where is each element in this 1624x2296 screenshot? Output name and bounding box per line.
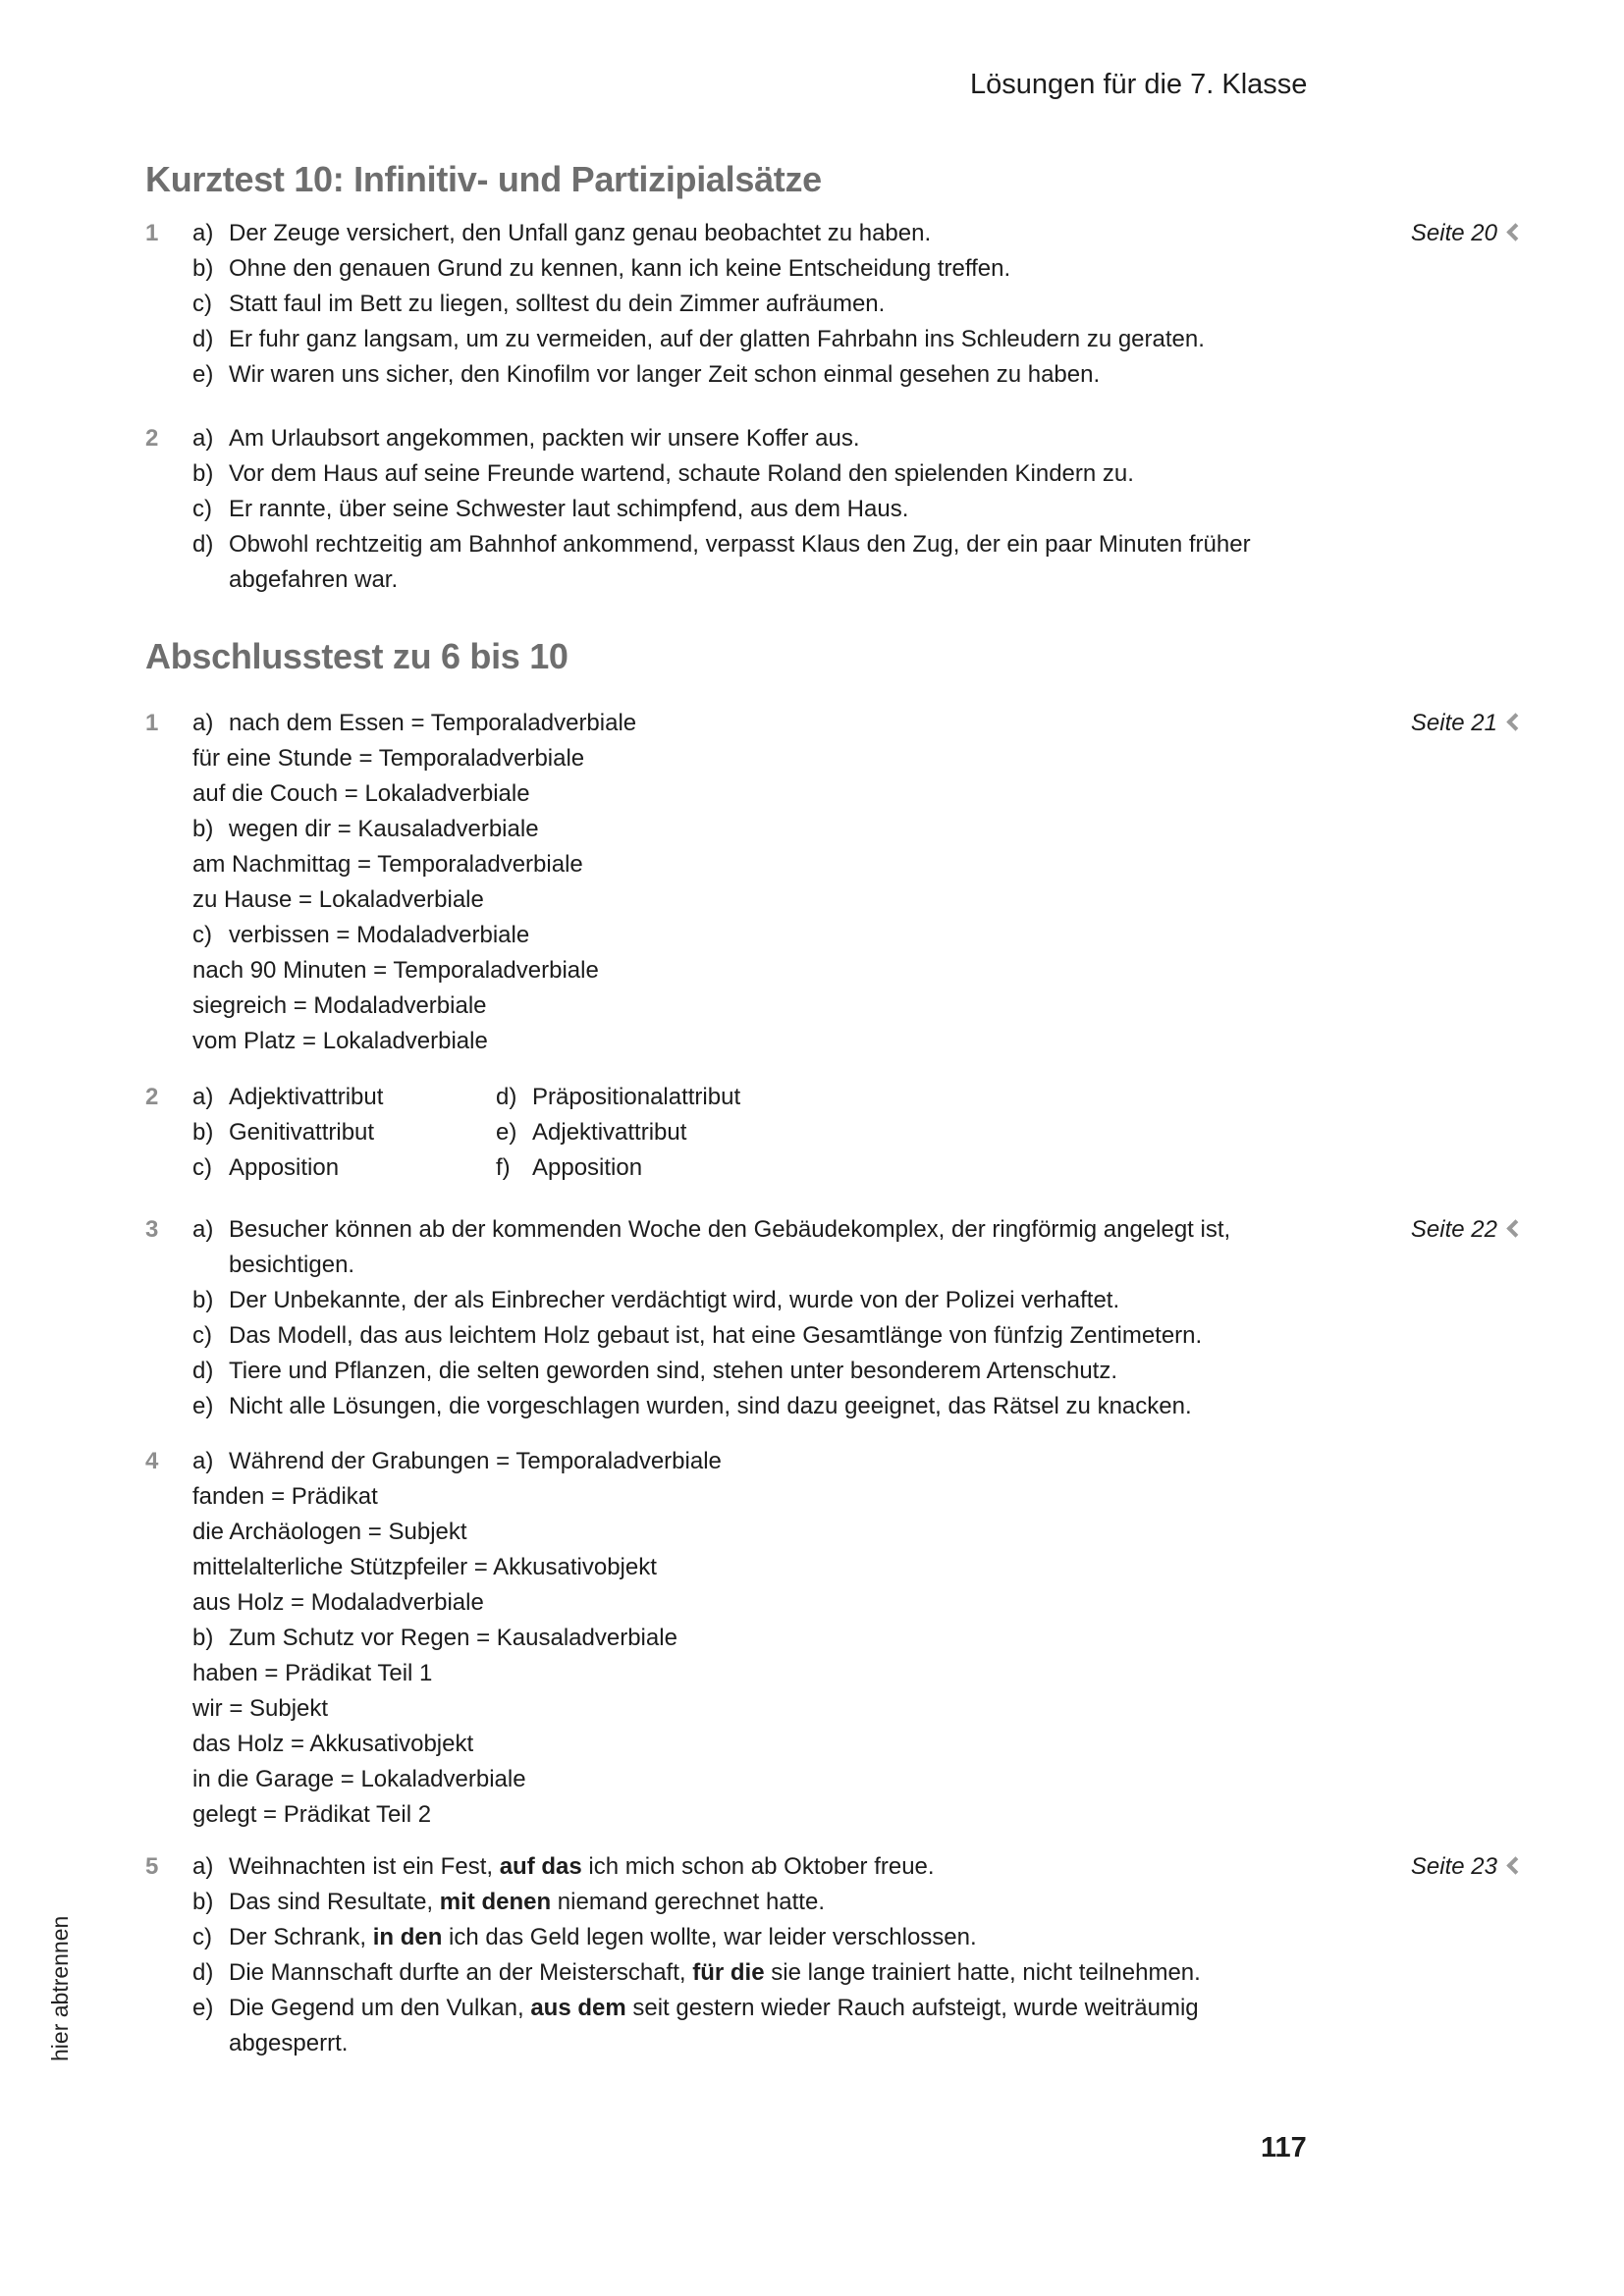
item-label: a) — [192, 220, 214, 246]
item-number — [145, 812, 192, 847]
answer-text — [532, 1150, 642, 1186]
answer-text — [229, 1885, 825, 1920]
answer-text — [192, 776, 530, 812]
answer-row — [145, 847, 1624, 882]
answer-row — [145, 1991, 1624, 2026]
text-run: für eine Stunde = Temporaladverbiale — [192, 745, 585, 772]
answer-row — [145, 1849, 1624, 1885]
answer-row — [145, 2026, 1624, 2061]
text-run: Adjektivattribut — [229, 1084, 384, 1110]
answer-text — [229, 706, 636, 741]
item-number — [145, 1389, 192, 1424]
item-number — [145, 1991, 192, 2026]
item-number — [145, 1115, 192, 1150]
item-number — [145, 1318, 192, 1354]
item-number — [145, 1621, 192, 1656]
text-run: in die Garage = Lokaladverbiale — [192, 1766, 526, 1792]
left-chevron-icon — [1506, 1856, 1524, 1874]
item-number — [145, 251, 192, 287]
answer-block — [145, 421, 1624, 598]
answer-text — [229, 1444, 722, 1479]
text-run: Apposition — [532, 1154, 643, 1181]
answer-row — [145, 1283, 1624, 1318]
page-reference — [1411, 216, 1522, 251]
answer-row — [145, 1727, 1624, 1762]
left-chevron-icon — [1506, 223, 1524, 240]
item-number: 2 — [145, 425, 159, 452]
answer-row — [145, 1550, 1624, 1585]
answer-row — [145, 1479, 1624, 1515]
item-number: 5 — [145, 1853, 159, 1880]
answer-text — [229, 421, 860, 456]
answer-row — [145, 421, 1624, 456]
answer-row — [145, 1920, 1624, 1955]
answer-text — [229, 1212, 1230, 1248]
bold-text: aus dem — [530, 1995, 626, 2021]
text-run: nach dem Essen = Temporaladverbiale — [229, 710, 637, 736]
item-label: b) — [192, 816, 214, 842]
answer-row — [145, 456, 1624, 492]
text-run: Er rannte, über seine Schwester laut schimpfend, aus dem Haus. — [229, 496, 909, 522]
text-run: Weihnachten ist ein Fest, — [229, 1853, 500, 1880]
text-run: Der Schrank, — [229, 1924, 373, 1950]
item-number — [145, 357, 192, 393]
text-run: Das sind Resultate, — [229, 1889, 440, 1915]
section-heading: Abschlusstest zu 6 bis 10 — [145, 636, 568, 676]
item-number — [145, 1727, 192, 1762]
text-run: haben = Prädikat Teil 1 — [192, 1660, 433, 1686]
answer-row — [145, 1318, 1624, 1354]
item-number — [145, 1354, 192, 1389]
answer-row — [145, 1762, 1624, 1797]
page-reference-text: Seite 20 — [1410, 220, 1497, 246]
item-number: 1 — [145, 710, 159, 736]
bold-text: mit denen — [439, 1889, 552, 1915]
item-label: d) — [192, 1959, 214, 1986]
item-number — [145, 1024, 192, 1059]
item-label: a) — [192, 1216, 214, 1243]
answer-text — [229, 1621, 677, 1656]
answer-text — [229, 918, 529, 953]
text-run: Während der Grabungen = Temporaladverbiale — [229, 1448, 722, 1474]
answer-row — [145, 812, 1624, 847]
left-chevron-icon — [1506, 1219, 1524, 1237]
item-label: b) — [192, 1287, 214, 1313]
text-run: Apposition — [229, 1154, 340, 1181]
item-label: e) — [496, 1119, 517, 1146]
answer-row — [145, 1585, 1624, 1621]
answer-row — [145, 1115, 1624, 1150]
item-label — [192, 562, 229, 598]
item-number — [145, 322, 192, 357]
text-run: besichtigen. — [229, 1252, 355, 1278]
item-number: 2 — [145, 1084, 159, 1110]
answer-text — [229, 322, 1205, 357]
text-run: gelegt = Prädikat Teil 2 — [192, 1801, 432, 1828]
section-heading: Kurztest 10: Infinitiv- und Partizipialsätze — [145, 159, 822, 199]
page-reference — [1411, 706, 1522, 741]
answer-row — [145, 251, 1624, 287]
answer-text — [229, 1248, 354, 1283]
answer-row — [145, 357, 1624, 393]
text-run: Die Mannschaft durfte an der Meisterschaft, — [229, 1959, 693, 1986]
page-number: 117 — [1261, 2132, 1307, 2163]
text-run: auf die Couch = Lokaladverbiale — [192, 780, 530, 807]
text-run: das Holz = Akkusativobjekt — [192, 1731, 474, 1757]
item-label: d) — [192, 531, 214, 558]
answer-text — [229, 492, 908, 527]
answer-row — [145, 918, 1624, 953]
answer-text — [192, 1797, 431, 1833]
item-number — [145, 953, 192, 988]
item-label: a) — [192, 710, 214, 736]
text-run: Wir waren uns sicher, den Kinofilm vor langer Zeit schon einmal gesehen zu haben. — [229, 361, 1101, 388]
text-run: abgesperrt. — [229, 2030, 349, 2056]
item-number — [145, 1762, 192, 1797]
answer-row — [145, 1150, 1624, 1186]
item-number — [145, 1691, 192, 1727]
text-run: siegreich = Modaladverbiale — [192, 992, 487, 1019]
text-run: Ohne den genauen Grund zu kennen, kann ich keine Entscheidung treffen. — [229, 255, 1011, 282]
answer-text — [229, 1849, 935, 1885]
answer-row — [145, 527, 1624, 562]
text-run: vom Platz = Lokaladverbiale — [192, 1028, 488, 1054]
text-run: Er fuhr ganz langsam, um zu vermeiden, auf der glatten Fahrbahn ins Schleudern zu geraten. — [229, 326, 1205, 352]
item-number: 3 — [145, 1216, 159, 1243]
answer-row — [145, 1248, 1624, 1283]
answer-row — [145, 216, 1624, 251]
item-number — [145, 287, 192, 322]
answer-text — [229, 287, 885, 322]
text-run: wegen dir = Kausaladverbiale — [229, 816, 539, 842]
answer-text — [192, 1024, 488, 1059]
answer-text — [229, 456, 1134, 492]
text-run: die Archäologen = Subjekt — [192, 1519, 467, 1545]
answer-text — [229, 562, 398, 598]
answer-text — [229, 527, 1251, 562]
answer-row — [145, 953, 1624, 988]
answer-row — [145, 1389, 1624, 1424]
text-run: zu Hause = Lokaladverbiale — [192, 886, 484, 913]
item-number — [145, 1479, 192, 1515]
answer-row — [145, 1656, 1624, 1691]
text-run: Die Gegend um den Vulkan, — [229, 1995, 531, 2021]
answer-text — [192, 882, 484, 918]
answer-row — [145, 1797, 1624, 1833]
answer-text — [192, 1691, 328, 1727]
bold-text: für die — [692, 1959, 765, 1986]
answer-text — [229, 1354, 1117, 1389]
page-reference — [1411, 1212, 1522, 1248]
text-run: Nicht alle Lösungen, die vorgeschlagen wurden, sind dazu geeignet, das Rätsel zu knacken. — [229, 1393, 1192, 1419]
text-run: Der Zeuge versichert, den Unfall ganz genau beobachtet zu haben. — [229, 220, 932, 246]
item-number — [145, 492, 192, 527]
item-label: e) — [192, 361, 214, 388]
item-number — [145, 1885, 192, 1920]
text-run: niemand gerechnet hatte. — [551, 1889, 825, 1915]
item-label: a) — [192, 1084, 214, 1110]
item-label — [192, 2026, 229, 2061]
item-number — [145, 1515, 192, 1550]
answer-text — [192, 988, 487, 1024]
item-label: c) — [192, 496, 212, 522]
text-run: Tiere und Pflanzen, die selten geworden sind, stehen unter besonderem Artenschutz. — [229, 1358, 1118, 1384]
item-number — [145, 882, 192, 918]
answer-text — [192, 1585, 484, 1621]
text-run: nach 90 Minuten = Temporaladverbiale — [192, 957, 599, 984]
answer-text — [192, 953, 599, 988]
answer-text — [192, 741, 584, 776]
text-run: Vor dem Haus auf seine Freunde wartend, schaute Roland den spielenden Kindern zu. — [229, 460, 1134, 487]
page-reference-text: Seite 21 — [1410, 710, 1497, 736]
text-run: Besucher können ab der kommenden Woche den Gebäudekomplex, der ringförmig angelegt ist, — [229, 1216, 1231, 1243]
bold-text: in den — [372, 1924, 443, 1950]
answer-text — [229, 1318, 1202, 1354]
page-reference — [1411, 1849, 1522, 1885]
text-run: Genitivattribut — [229, 1119, 375, 1146]
item-number — [145, 1797, 192, 1833]
text-run: Adjektivattribut — [532, 1119, 687, 1146]
item-number — [145, 1550, 192, 1585]
answer-row — [145, 287, 1624, 322]
item-label: e) — [192, 1995, 214, 2021]
text-run: verbissen = Modaladverbiale — [229, 922, 530, 948]
answer-block — [145, 706, 1624, 1059]
answer-text — [229, 1955, 1201, 1991]
answer-row — [145, 1885, 1624, 1920]
text-run: ich das Geld legen wollte, war leider verschlossen. — [442, 1924, 977, 1950]
item-label: f) — [496, 1154, 511, 1181]
text-run: Der Unbekannte, der als Einbrecher verdächtigt wird, wurde von der Polizei verhaftet. — [229, 1287, 1120, 1313]
item-label: d) — [192, 1358, 214, 1384]
item-label: a) — [192, 1853, 214, 1880]
text-run: Zum Schutz vor Regen = Kausaladverbiale — [229, 1625, 677, 1651]
text-run: am Nachmittag = Temporaladverbiale — [192, 851, 583, 878]
item-number — [145, 1150, 192, 1186]
answer-text — [192, 1656, 432, 1691]
running-header: Lösungen für die 7. Klasse — [970, 69, 1308, 100]
item-label: b) — [192, 1625, 214, 1651]
answer-row — [145, 1024, 1624, 1059]
answer-text — [229, 357, 1100, 393]
text-run: Am Urlaubsort angekommen, packten wir unsere Koffer aus. — [229, 425, 860, 452]
answer-row — [145, 1621, 1624, 1656]
item-label: c) — [192, 291, 212, 317]
item-label: d) — [496, 1084, 517, 1110]
text-run: seit gestern wieder Rauch aufsteigt, wurde weiträumig — [625, 1995, 1199, 2021]
item-label: b) — [192, 460, 214, 487]
answer-text — [229, 1389, 1192, 1424]
answer-block — [145, 1849, 1624, 2061]
text-run: Das Modell, das aus leichtem Holz gebaut ist, hat eine Gesamtlänge von fünfzig Zentimetern. — [229, 1322, 1203, 1349]
page-reference-text: Seite 23 — [1410, 1853, 1497, 1880]
item-number — [145, 918, 192, 953]
answer-row — [145, 562, 1624, 598]
item-label: c) — [192, 1154, 212, 1181]
answer-text — [192, 1727, 473, 1762]
item-number: 4 — [145, 1448, 159, 1474]
text-run: fanden = Prädikat — [192, 1483, 378, 1510]
item-number — [145, 562, 192, 598]
text-run: ich mich schon ab Oktober freue. — [581, 1853, 935, 1880]
item-label: b) — [192, 255, 214, 282]
item-label: d) — [192, 326, 214, 352]
bold-text: auf das — [499, 1853, 582, 1880]
answer-text — [192, 1515, 467, 1550]
text-run: abgefahren war. — [229, 566, 399, 593]
answer-row — [145, 988, 1624, 1024]
item-label: c) — [192, 1924, 212, 1950]
item-label: a) — [192, 425, 214, 452]
answer-block — [145, 1212, 1624, 1424]
item-number — [145, 1955, 192, 1991]
text-run: wir = Subjekt — [192, 1695, 329, 1722]
item-number — [145, 988, 192, 1024]
answer-text — [192, 1479, 378, 1515]
item-number — [145, 1283, 192, 1318]
item-label: b) — [192, 1889, 214, 1915]
answer-row — [145, 706, 1624, 741]
text-run: Obwohl rechtzeitig am Bahnhof ankommend, verpasst Klaus den Zug, der ein paar Minuten früher — [229, 531, 1251, 558]
item-number — [145, 741, 192, 776]
answer-block — [145, 1444, 1624, 1833]
item-number — [145, 2026, 192, 2061]
text-run: Statt faul im Bett zu liegen, solltest du dein Zimmer aufräumen. — [229, 291, 886, 317]
item-number — [145, 456, 192, 492]
answer-text — [229, 1991, 1199, 2026]
page-reference-text: Seite 22 — [1410, 1216, 1497, 1243]
answer-text — [192, 1550, 657, 1585]
item-number — [145, 1656, 192, 1691]
answer-block — [145, 1080, 1624, 1186]
item-label: a) — [192, 1448, 214, 1474]
answer-text — [229, 1080, 496, 1115]
answer-text — [229, 1115, 496, 1150]
answer-text — [192, 1762, 526, 1797]
answer-row — [145, 1080, 1624, 1115]
item-label: e) — [192, 1393, 214, 1419]
text-run: mittelalterliche Stützpfeiler = Akkusativobjekt — [192, 1554, 657, 1580]
answer-row — [145, 776, 1624, 812]
answer-row — [145, 882, 1624, 918]
answer-row — [145, 1354, 1624, 1389]
item-number — [145, 1920, 192, 1955]
answer-text — [229, 1150, 496, 1186]
item-label: c) — [192, 1322, 212, 1349]
answer-text — [229, 251, 1010, 287]
item-number — [145, 847, 192, 882]
answer-row — [145, 741, 1624, 776]
text-run: sie lange trainiert hatte, nicht teilnehmen. — [764, 1959, 1201, 1986]
answer-text — [532, 1115, 686, 1150]
answer-block — [145, 216, 1624, 393]
answer-row — [145, 1444, 1624, 1479]
answer-text — [229, 1283, 1119, 1318]
answer-row — [145, 1212, 1624, 1248]
answer-row — [145, 1955, 1624, 1991]
text-run: aus Holz = Modaladverbiale — [192, 1589, 484, 1616]
item-number: 1 — [145, 220, 159, 246]
cut-here-label: hier abtrennen — [47, 1915, 73, 2061]
item-number — [145, 1585, 192, 1621]
item-number — [145, 527, 192, 562]
item-number — [145, 1248, 192, 1283]
item-label — [192, 1248, 229, 1283]
answer-text — [229, 1920, 977, 1955]
text-run: Präpositionalattribut — [532, 1084, 741, 1110]
answer-row — [145, 1691, 1624, 1727]
left-chevron-icon — [1506, 713, 1524, 730]
answer-text — [229, 812, 539, 847]
answer-row — [145, 492, 1624, 527]
item-label: b) — [192, 1119, 214, 1146]
item-label: c) — [192, 922, 212, 948]
answer-text — [229, 216, 931, 251]
answer-row — [145, 1515, 1624, 1550]
answer-text — [532, 1080, 740, 1115]
item-number — [145, 776, 192, 812]
answer-text — [192, 847, 583, 882]
answer-text — [229, 2026, 348, 2061]
answer-row — [145, 322, 1624, 357]
